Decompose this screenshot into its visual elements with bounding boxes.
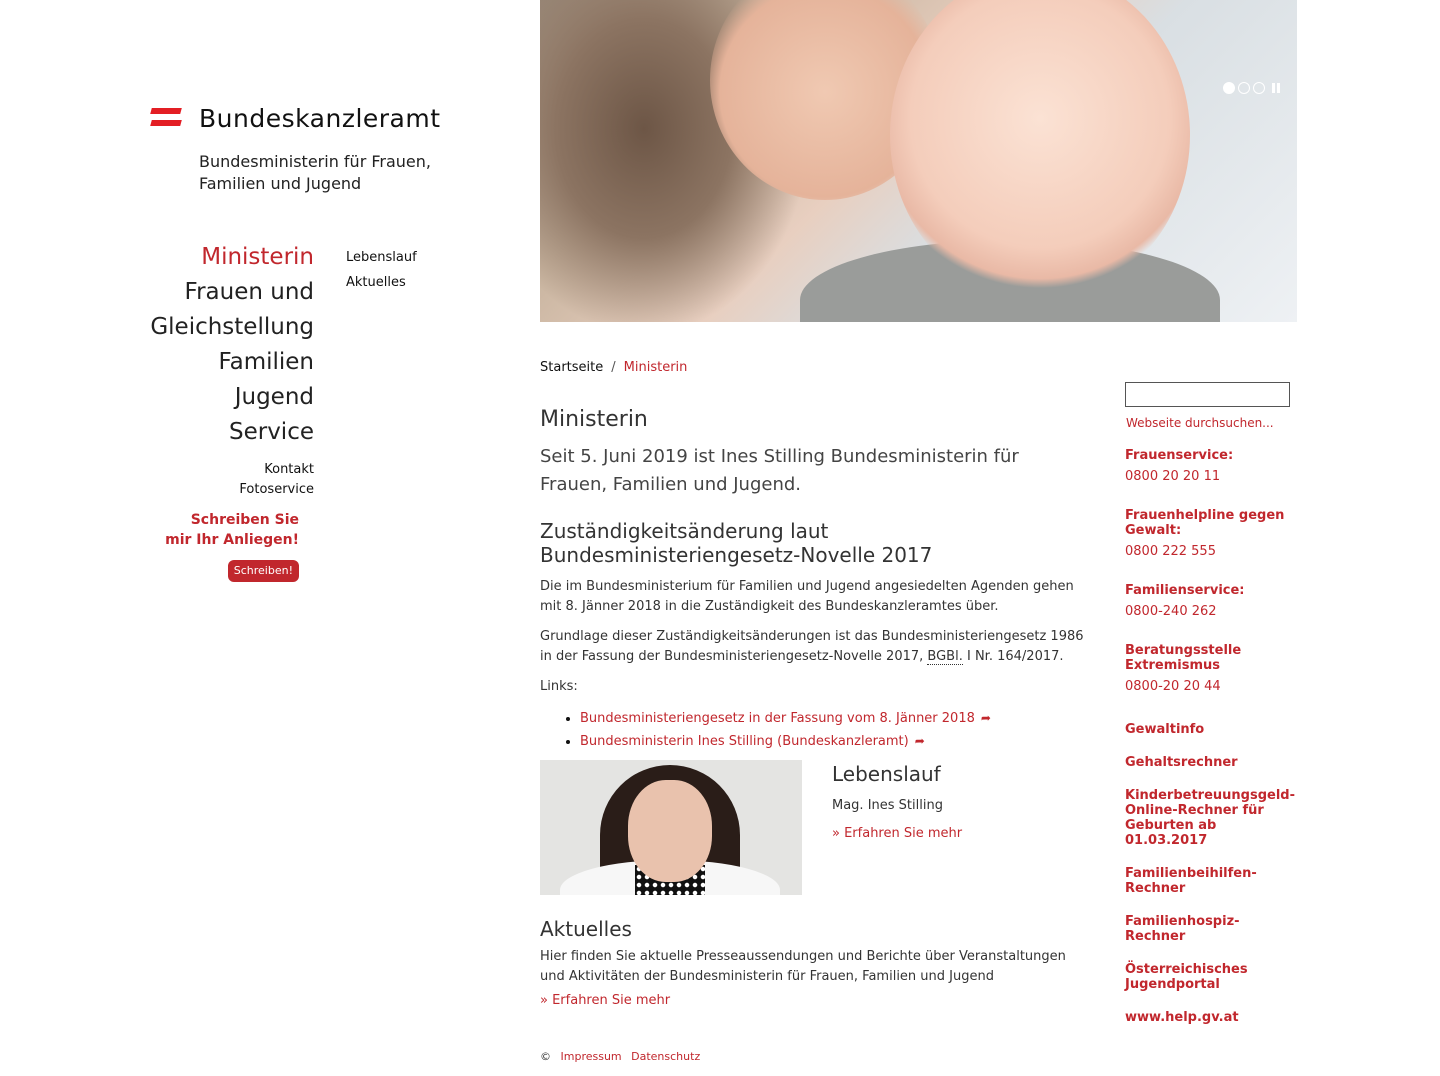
meta-nav-fotoservice[interactable]: Fotoservice bbox=[239, 482, 314, 497]
footer-datenschutz-link[interactable]: Datenschutz bbox=[631, 1050, 701, 1063]
links-list bbox=[580, 707, 1085, 753]
aktuelles-title: Aktuelles bbox=[540, 917, 632, 941]
main-nav-familien[interactable]: Familien bbox=[218, 349, 314, 375]
hero-slider-image bbox=[540, 0, 1297, 322]
slider-dot-3[interactable] bbox=[1253, 82, 1265, 94]
link-help-gv-at[interactable]: www.help.gv.at bbox=[1125, 1010, 1239, 1025]
phone-number[interactable]: 0800-240 262 bbox=[1125, 604, 1217, 619]
breadcrumb-separator: / bbox=[611, 360, 616, 375]
service-familienservice: Familienservice: 0800-240 262 bbox=[1125, 583, 1295, 619]
aktuelles-more-link[interactable]: » Erfahren Sie mehr bbox=[540, 993, 671, 1008]
links-label: Links: bbox=[540, 679, 578, 694]
write-box bbox=[165, 510, 299, 582]
austria-flag-icon bbox=[151, 108, 181, 130]
page-title: Ministerin bbox=[540, 407, 648, 432]
paragraph-1: Die im Bundesministerium für Familien und Jugend angesiedelten Agenden gehen mit 8. Jänner 2018 in die Zuständigkeit des Bundeskanzleramtes über. bbox=[540, 579, 1074, 614]
external-link-icon: ➦ bbox=[980, 711, 991, 725]
lebenslauf-more-link[interactable]: » Erfahren Sie mehr bbox=[832, 826, 963, 841]
main-nav-frauen-und[interactable]: Frauen und bbox=[184, 279, 314, 305]
breadcrumb-current: Ministerin bbox=[623, 360, 688, 375]
lebenslauf-name: Mag. Ines Stilling bbox=[832, 798, 943, 813]
main-content bbox=[540, 405, 1085, 753]
lebenslauf-title: Lebenslauf bbox=[832, 762, 941, 786]
main-nav-gleichstellung[interactable]: Gleichstellung bbox=[150, 314, 314, 340]
logo-subtitle: Bundesministerin für Frauen, Familien und Jugend bbox=[199, 152, 431, 193]
service-frauenhelpline: Frauenhelpline gegen Gewalt: 0800 222 555 bbox=[1125, 508, 1295, 559]
search-submit-link[interactable]: Webseite durchsuchen... bbox=[1126, 416, 1274, 430]
breadcrumb bbox=[540, 360, 687, 375]
minister-portrait-image[interactable] bbox=[540, 760, 802, 895]
aktuelles-text: Hier finden Sie aktuelle Presseaussendungen und Berichte über Veranstaltungen und Aktivitäten der Bundesministerin für Frauen, Familien und Jugend bbox=[540, 949, 1066, 984]
aktuelles-teaser bbox=[540, 915, 1085, 1011]
right-sidebar bbox=[1125, 382, 1295, 1025]
write-line-2: mir Ihr Anliegen! bbox=[165, 532, 299, 548]
bgbl-abbr: BGBl. bbox=[927, 649, 963, 664]
main-nav-service[interactable]: Service bbox=[228, 419, 314, 445]
main-nav bbox=[150, 240, 314, 450]
search-input[interactable] bbox=[1125, 382, 1290, 407]
main-nav-jugend[interactable]: Jugend bbox=[234, 384, 314, 410]
service-extremismus: Beratungsstelle Extremismus 0800-20 20 44 bbox=[1125, 643, 1295, 694]
list-item[interactable] bbox=[580, 707, 1085, 730]
breadcrumb-home[interactable]: Startseite bbox=[540, 360, 604, 375]
sub-nav-aktuelles[interactable]: Aktuelles bbox=[346, 275, 406, 290]
phone-number[interactable]: 0800 222 555 bbox=[1125, 544, 1216, 559]
footer-impressum-link[interactable]: Impressum bbox=[560, 1050, 622, 1063]
lebenslauf-teaser bbox=[540, 760, 1085, 895]
footer bbox=[540, 1050, 700, 1063]
phone-number[interactable]: 0800-20 20 44 bbox=[1125, 679, 1221, 694]
section-title: Zuständigkeitsänderung laut Bundesministeriengesetz-Novelle 2017 bbox=[540, 519, 933, 567]
paragraph-2: Grundlage dieser Zuständigkeitsänderungen ist das Bundesministeriengesetz 1986 in der Fassung der Bundesministeriengesetz-Novelle 2017, BGBl. I Nr. 164/2017. bbox=[540, 629, 1084, 664]
sub-nav-lebenslauf[interactable]: Lebenslauf bbox=[346, 250, 417, 265]
link-ines-stilling[interactable]: Bundesministerin Ines Stilling (Bundeskanzleramt) bbox=[580, 734, 909, 749]
meta-nav-kontakt[interactable]: Kontakt bbox=[264, 462, 314, 477]
link-familienhospiz-rechner[interactable]: Familienhospiz-Rechner bbox=[1125, 914, 1240, 944]
slider-dot-1[interactable] bbox=[1223, 82, 1235, 94]
external-link-icon: ➦ bbox=[914, 734, 925, 748]
slider-dot-2[interactable] bbox=[1238, 82, 1250, 94]
link-gewaltinfo[interactable]: Gewaltinfo bbox=[1125, 722, 1205, 737]
logo-title: Bundeskanzleramt bbox=[199, 104, 441, 133]
slider-controls bbox=[1223, 82, 1280, 94]
pause-icon[interactable] bbox=[1272, 83, 1280, 93]
link-familienbeihilfen-rechner[interactable]: Familienbeihilfen-Rechner bbox=[1125, 866, 1257, 896]
write-line-1: Schreiben Sie bbox=[190, 512, 299, 528]
service-frauenservice: Frauenservice: 0800 20 20 11 bbox=[1125, 448, 1295, 484]
lead-text: Seit 5. Juni 2019 ist Ines Stilling Bundesministerin für Frauen, Familien und Jugend. bbox=[540, 446, 1019, 495]
link-jugendportal[interactable]: Österreichisches Jugendportal bbox=[1125, 962, 1248, 992]
link-bundesministeriengesetz[interactable]: Bundesministeriengesetz in der Fassung vom 8. Jänner 2018 bbox=[580, 711, 975, 726]
main-nav-ministerin[interactable]: Ministerin bbox=[201, 244, 314, 270]
write-button[interactable]: Schreiben! bbox=[228, 560, 299, 582]
sub-nav bbox=[346, 245, 417, 295]
list-item[interactable] bbox=[580, 730, 1085, 753]
meta-nav bbox=[239, 460, 314, 500]
link-kinderbetreuungsgeld-rechner[interactable]: Kinderbetreuungsgeld-Online-Rechner für Geburten ab 01.03.2017 bbox=[1125, 788, 1295, 848]
phone-number[interactable]: 0800 20 20 11 bbox=[1125, 469, 1221, 484]
copyright-symbol: © bbox=[540, 1050, 551, 1063]
link-gehaltsrechner[interactable]: Gehaltsrechner bbox=[1125, 755, 1238, 770]
